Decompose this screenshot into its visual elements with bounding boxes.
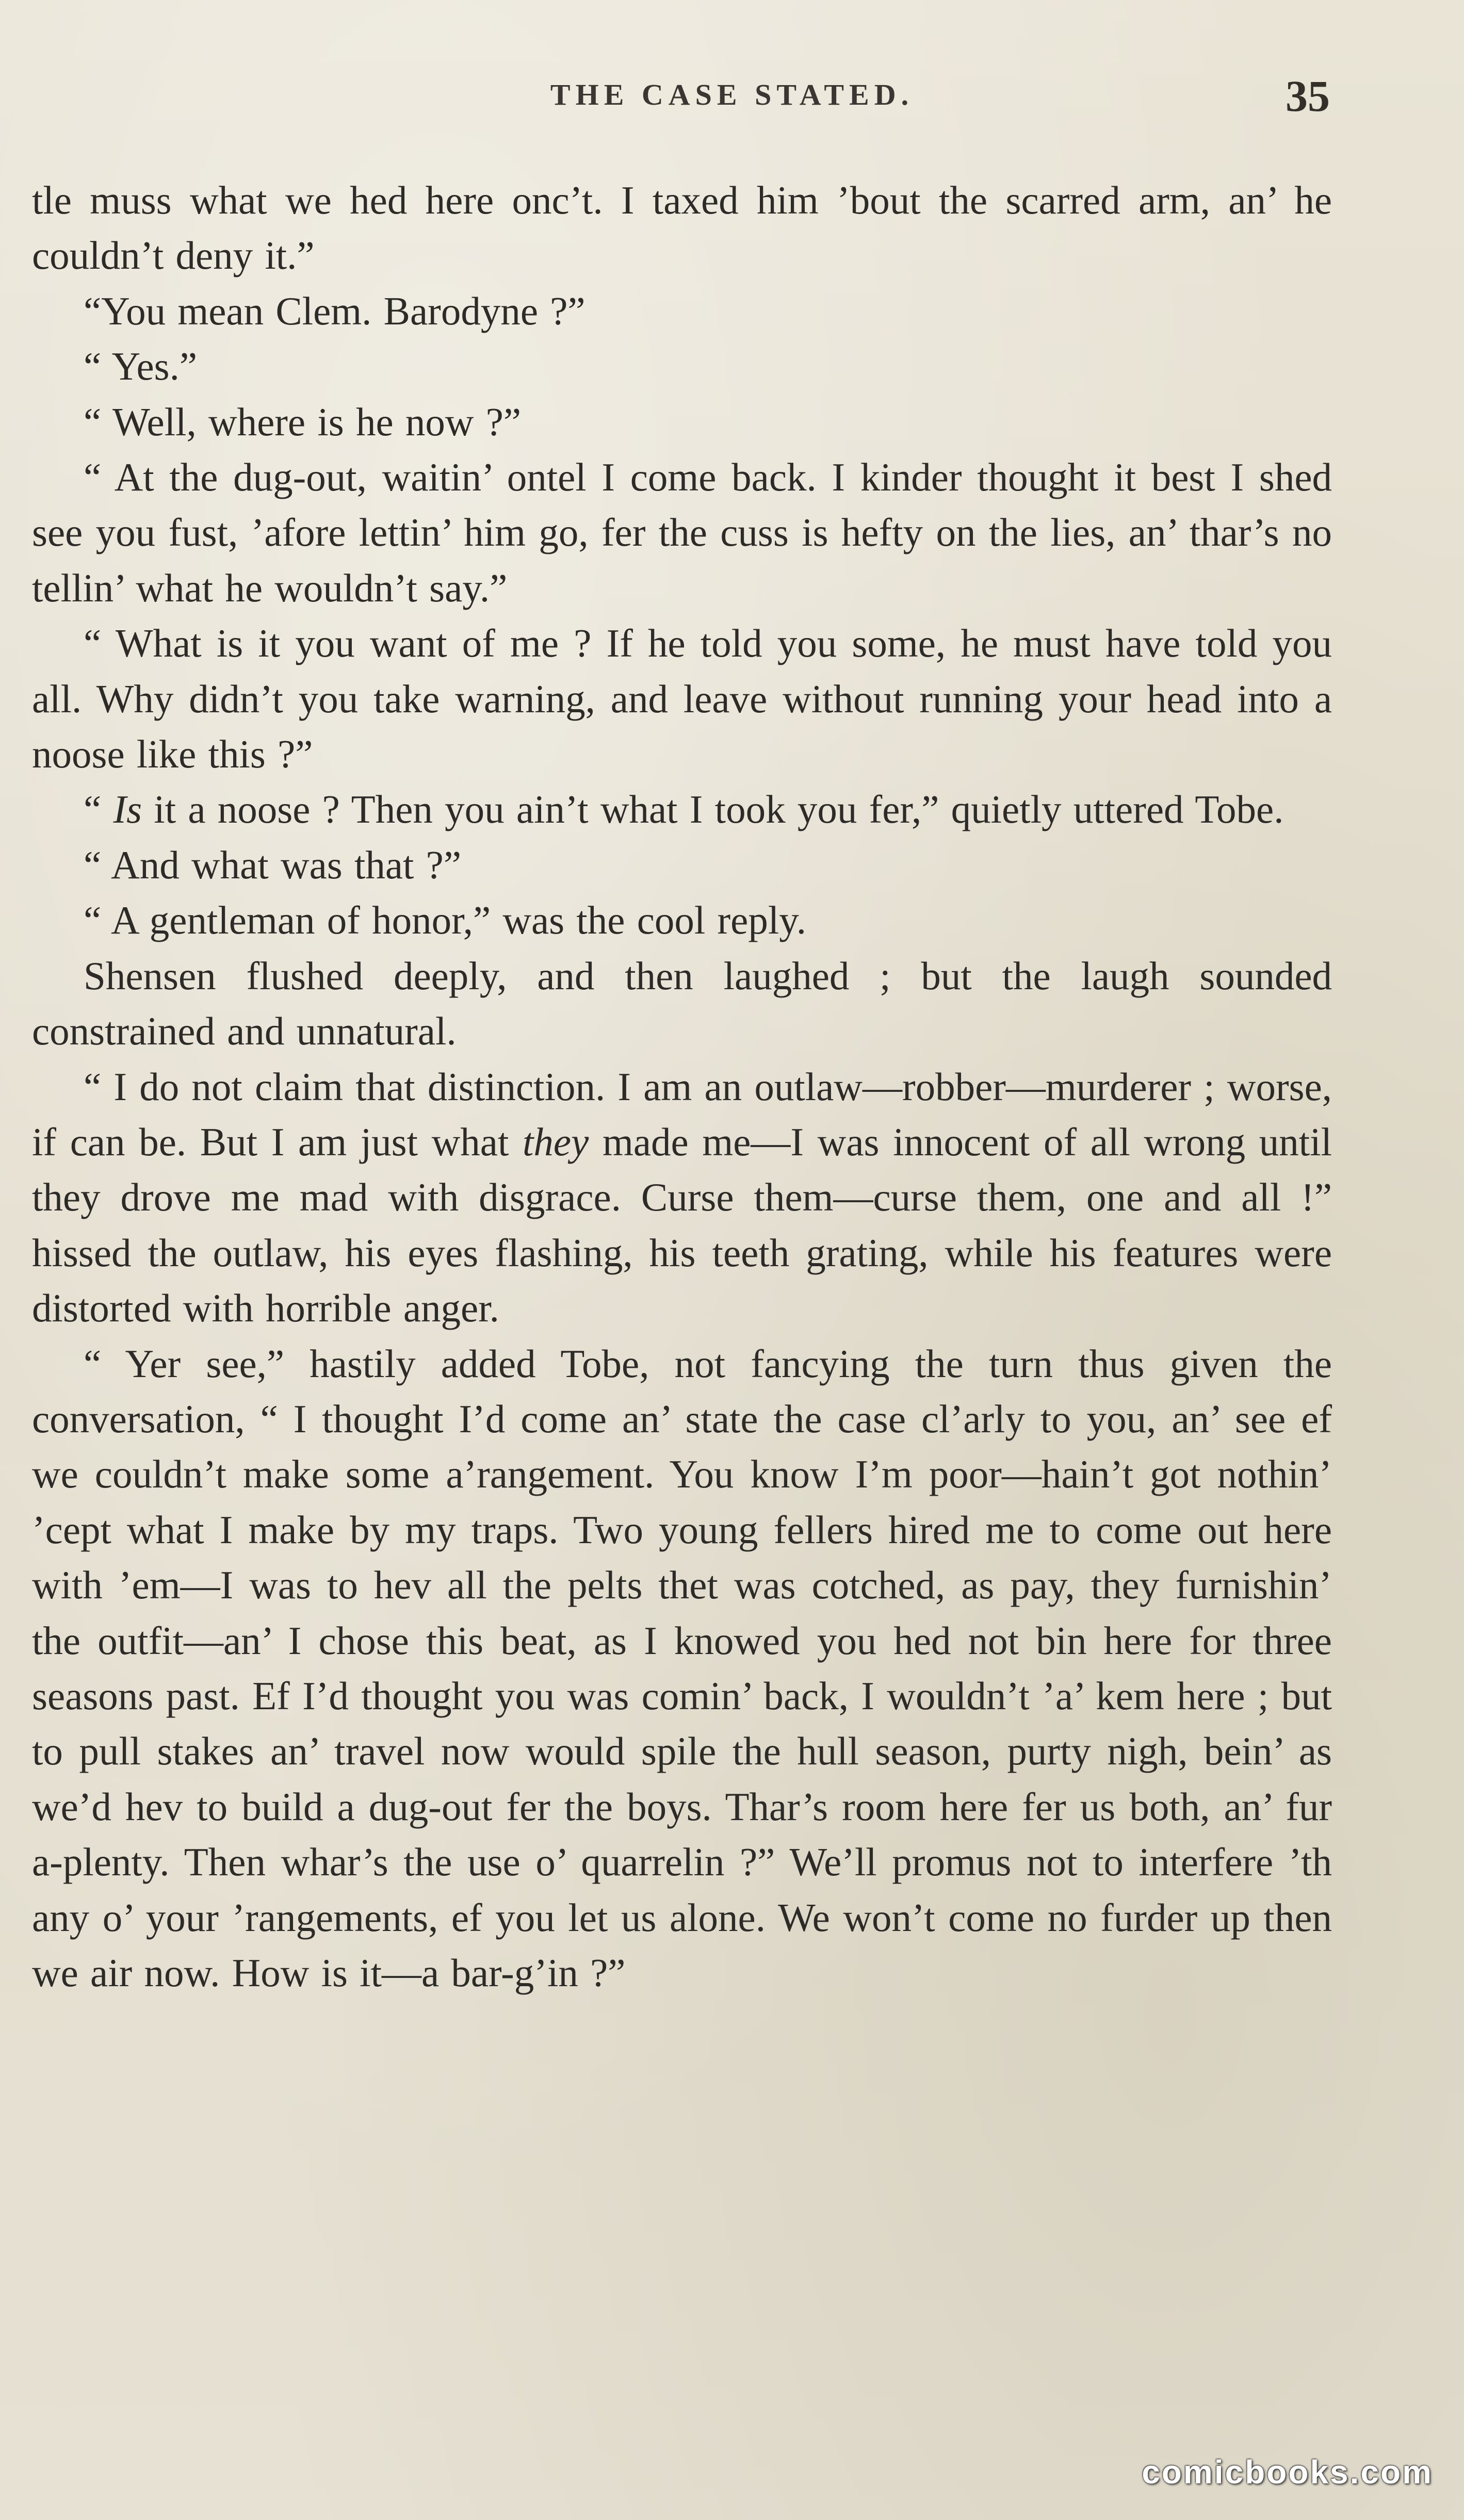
- body-text: [32, 173, 1332, 2001]
- paragraph-7-start: “: [84, 787, 113, 832]
- page-number: 35: [1286, 71, 1330, 121]
- watermark: comicbooks.com: [1142, 2453, 1433, 2491]
- paragraph-3: “ Yes.”: [84, 344, 198, 389]
- paragraph-4: “ Well, where is he now ?”: [84, 399, 522, 444]
- paragraph-7-italic: Is: [113, 787, 142, 832]
- running-title: THE CASE STATED.: [550, 78, 914, 111]
- paragraph-2: “You mean Clem. Barodyne ?”: [84, 288, 585, 333]
- paragraph-8: “ And what was that ?”: [84, 842, 462, 887]
- paragraph-12: “ Yer see,” hastily added Tobe, not fancying the turn thus given the conversation, “ I thought I’d come an’ state the case cl’arly to you, an’ see ef we couldn’t make some a’rangement. You know I’m poor—hain’t got nothin’ ’cept what I make by my traps. Two young fellers hired me to come out here with ’em—I was to hev all the pelts thet was cotched, as pay, they furnishin’ the outfit—an’ I chose this beat, as I knowed you hed not bin here for three seasons past. Ef I’d thought you was comin’ back, I wouldn’t ’a’ kem here ; but to pull stakes an’ travel now would spile the hull season, purty nigh, bein’ as we’d hev to build a dug-out fer the boys. Thar’s room here fer us both, an’ fur a-plenty. Then whar’s the use o’ quarrelin ?” We’ll promus not to interfere ’th any o’ your ’rangements, ef you let us alone. We won’t come no furder up then we air now. How is it—a bar-g’in ?”: [32, 1341, 1332, 1995]
- paragraph-11: [32, 1059, 1332, 1336]
- paragraph-7-end: it a noose ? Then you ain’t what I took you fer,” quietly uttered Tobe.: [142, 787, 1284, 832]
- paragraph-7: [32, 782, 1332, 837]
- running-head: [0, 67, 1464, 124]
- paragraph-11-italic: they: [523, 1119, 589, 1164]
- paragraph-6: “ What is it you want of me ? If he told you some, he must have told you all. Why didn’t you take warning, and leave without running your head into a noose like this ?”: [32, 621, 1332, 777]
- paragraph-9: “ A gentleman of honor,” was the cool reply.: [84, 898, 806, 943]
- paragraph-11-start: “ I do not claim that distinction. I am an outlaw—robber—murderer ; worse, if can be. But I am just what: [32, 1064, 1332, 1164]
- paragraph-1: tle muss what we hed here onc’t. I taxed him ’bout the scarred arm, an’ he couldn’t deny it.”: [32, 178, 1332, 278]
- paragraph-11-end: made me—I was innocent of all wrong until they drove me mad with disgrace. Curse them—curse them, one and all !” hissed the outlaw, his eyes flashing, his teeth grating, while his features were distorted with horrible anger.: [32, 1119, 1332, 1331]
- paragraph-10: Shensen flushed deeply, and then laughed ; but the laugh sounded constrained and unnatural.: [32, 953, 1332, 1054]
- paragraph-5: “ At the dug-out, waitin’ ontel I come back. I kinder thought it best I shed see you fust, ’afore lettin’ him go, fer the cuss is hefty on the lies, an’ thar’s no tellin’ what he wouldn’t say.”: [32, 455, 1332, 610]
